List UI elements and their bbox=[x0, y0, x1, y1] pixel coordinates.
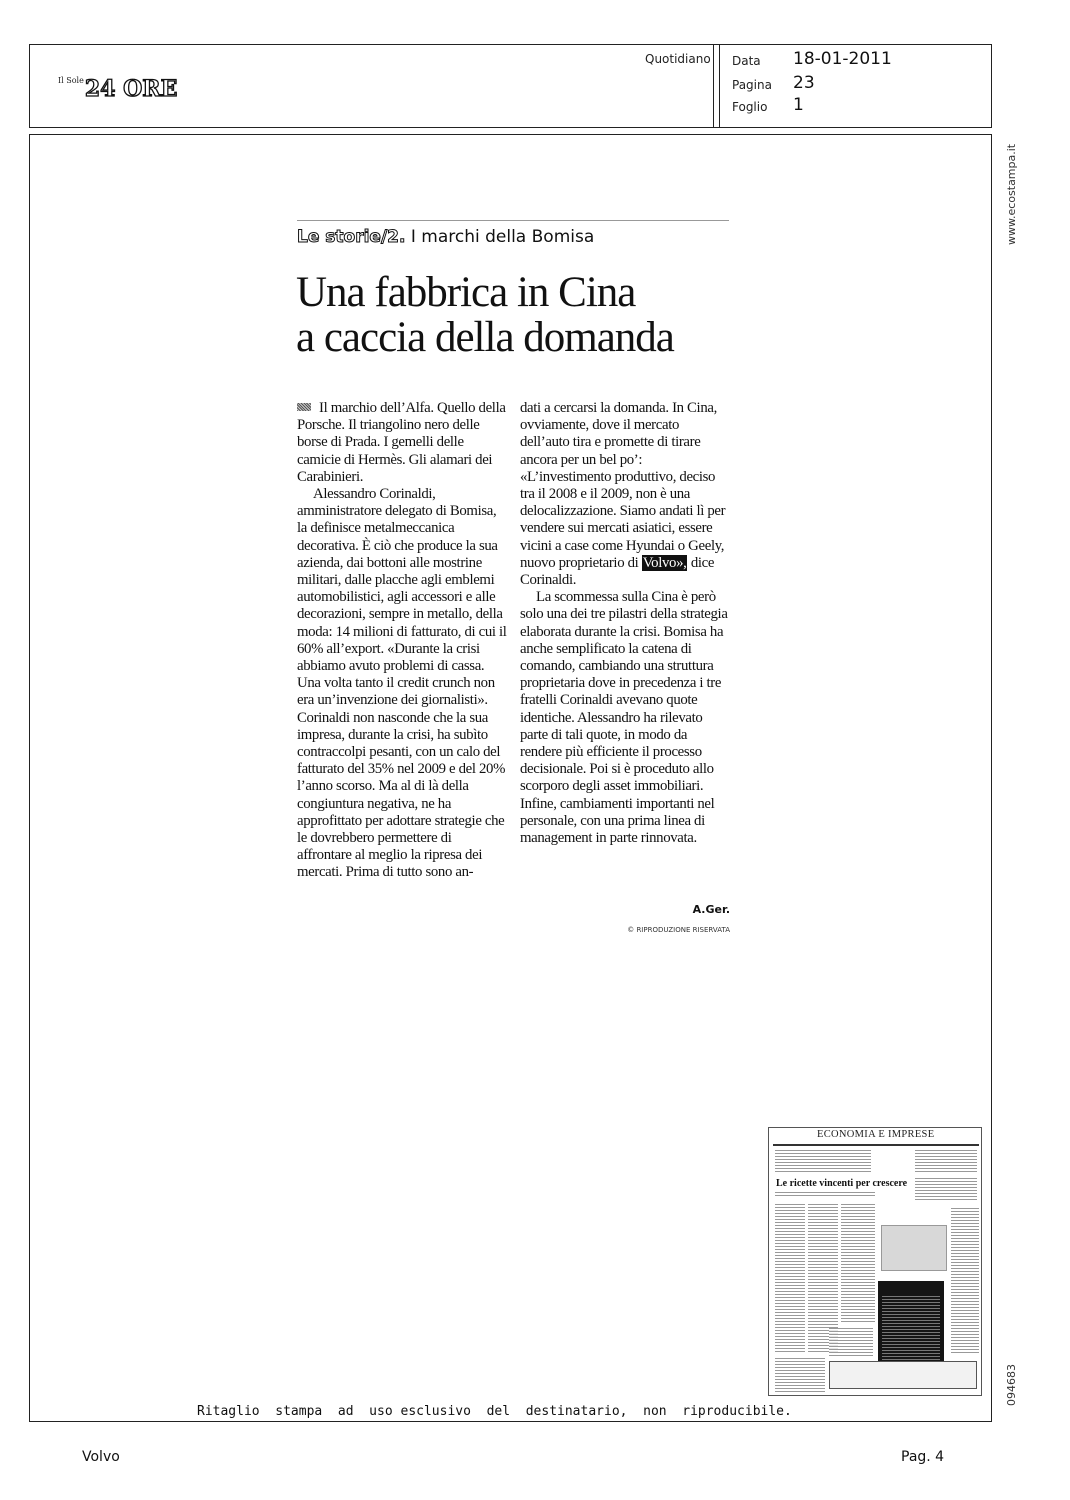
thumbnail-text-block bbox=[775, 1150, 871, 1174]
header-divider bbox=[713, 44, 714, 128]
paragraph bbox=[297, 400, 507, 486]
article-headline bbox=[296, 270, 736, 360]
paragraph-marker-icon bbox=[297, 403, 311, 411]
publication-type: Quotidiano bbox=[645, 52, 711, 66]
page-thumbnail bbox=[768, 1127, 982, 1396]
footer-page-number: Pag. 4 bbox=[901, 1449, 945, 1465]
thumbnail-headline: Le ricette vincenti per crescere bbox=[776, 1178, 908, 1189]
thumbnail-rule bbox=[773, 1144, 979, 1146]
thumbnail-text-block bbox=[915, 1178, 977, 1202]
article-kicker bbox=[297, 227, 594, 247]
article-column-right bbox=[520, 400, 730, 847]
copyright-notice: © RIPRODUZIONE RISERVATA bbox=[627, 926, 730, 934]
kicker-rule bbox=[297, 220, 729, 221]
thumbnail-text-block bbox=[775, 1358, 825, 1392]
logo-prefix: Il Sole bbox=[58, 76, 84, 85]
paragraph-text: dati a cercarsi la domanda. In Cina, ovviamente, dove il mercato dell’auto tira e promette di tirare ancora per un bel po’: «L’investimento produttivo, deciso tra il 2008 e il 2009, non è una delocalizzazione. Siamo andati lì per vendere sui mercati asiatici, essere vicini a case come Hyundai o Geely, nuovo proprietario di bbox=[520, 400, 726, 571]
thumbnail-text-block bbox=[829, 1328, 873, 1356]
paragraph-text: dice Corinaldi. bbox=[520, 554, 715, 589]
footer-keyword: Volvo bbox=[82, 1449, 120, 1465]
thumbnail-image bbox=[881, 1225, 947, 1271]
thumbnail-text-block bbox=[775, 1204, 805, 1354]
date-label: Data bbox=[732, 54, 761, 68]
page-value: 23 bbox=[793, 73, 815, 93]
thumbnail-advertisement bbox=[829, 1361, 977, 1389]
thumbnail-section-title: ECONOMIA E IMPRESE bbox=[817, 1129, 935, 1140]
thumbnail-text-block bbox=[951, 1208, 979, 1353]
thumbnail-text-block bbox=[775, 1192, 875, 1196]
page-label: Pagina bbox=[732, 78, 772, 92]
paragraph bbox=[520, 400, 730, 589]
headline-line: a caccia della domanda bbox=[296, 314, 674, 361]
kicker-series: Le storie/2. bbox=[297, 227, 406, 247]
header-divider bbox=[719, 44, 720, 128]
reproduction-disclaimer: Ritaglio stampa ad uso esclusivo del destinatario, non riproducibile. bbox=[197, 1404, 792, 1419]
article-byline: A.Ger. bbox=[692, 903, 730, 916]
headline-line: Una fabbrica in Cina bbox=[296, 269, 636, 316]
clipping-code: 094683 bbox=[1005, 1364, 1018, 1406]
highlighted-keyword: Volvo», bbox=[642, 554, 687, 571]
date-value: 18-01-2011 bbox=[793, 49, 892, 69]
thumbnail-highlighted-text bbox=[882, 1296, 940, 1370]
sheet-label: Foglio bbox=[732, 100, 768, 114]
thumbnail-text-block bbox=[915, 1150, 977, 1174]
paragraph: La scommessa sulla Cina è però solo una dei tre pilastri della strategia elaborata durante la crisi. Bomisa ha anche semplificato la catena di comando, cambiando una struttura proprietaria dove in precedenza i tre fratelli Corinaldi avevano quote identiche. Alessandro ha rilevato parte di tali quote, in modo da rendere più efficiente il processo decisionale. Poi si è proceduto allo scorporo degli asset immobiliari. Infine, cambiamenti importanti nel personale, con una prima linea di management in parte rinnovata. bbox=[520, 589, 728, 847]
thumbnail-text-block bbox=[841, 1204, 875, 1324]
logo-title: 24 ORE bbox=[84, 76, 178, 102]
sheet-value: 1 bbox=[793, 95, 804, 115]
article-column-left bbox=[297, 400, 507, 882]
source-url: www.ecostampa.it bbox=[1005, 143, 1018, 245]
paragraph-text: Il marchio dell’Alfa. Quello della Porsche. Il triangolino nero delle borse di Prada. I gemelli delle camicie di Hermès. Gli alamari dei Carabinieri. bbox=[297, 400, 506, 485]
newspaper-logo bbox=[58, 76, 177, 102]
paragraph: Alessandro Corinaldi, amministratore delegato di Bomisa, la definisce metalmeccanica decorativa. È ciò che produce la sua azienda, dai bottoni alle mostrine militari, dalle placche agli emblemi automobilistici, agli accessori e alle decorazioni, sempre in metallo, della moda: 14 milioni di fatturato, di cui il 60% all’export. «Durante la crisi abbiamo avuto problemi di cassa. Una volta tanto il credit crunch non era un’invenzione dei giornalisti». Corinaldi non nasconde che la sua impresa, durante la crisi, ha subìto contraccolpi pesanti, con un calo del fatturato del 35% nel 2009 e del 20% l’anno scorso. Ma al di là della congiuntura negativa, ne ha approfittato per adottare strategie che le dovrebbero permettere di affrontare al meglio la ripresa dei mercati. Prima di tutto sono an- bbox=[297, 486, 507, 881]
kicker-topic: I marchi della Bomisa bbox=[405, 227, 595, 247]
